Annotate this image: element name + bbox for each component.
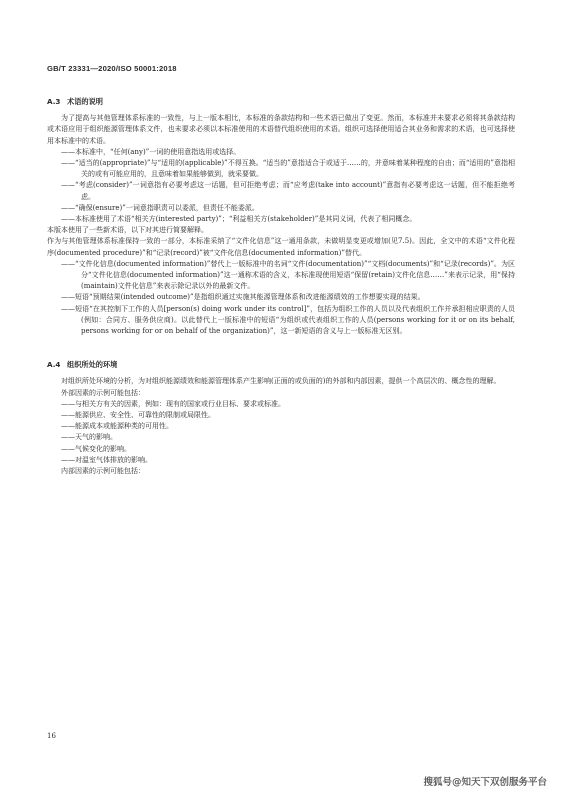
watermark: 搜狐号@知天下双创服务平台 [423,777,547,788]
paragraph: 为了提高与其他管理体系标准的一致性，与上一版本相比，本标准的条款结构和一些术语已做出了变更。然而，本标准并未要求必须将其条款结构或术语应用于组织能源管理体系文件，也未要求必须以本标准使用的术语替代组织使用的术语。组织可选择使用适合其业务和需求的术语，也可选择使用本标准中的术语。 [47,114,515,145]
paragraph: 内部因素的示例可能包括： [61,467,145,476]
list-item: ——气候变化的影响。 [61,444,131,453]
document-body [47,96,515,477]
list-item: ——能源成本或能源种类的可用性。 [61,422,173,431]
paragraph: 外部因素的示例可能包括： [61,388,145,397]
list-item: ——与相关方有关的因素，例如：现有的国家或行业目标、要求或标准。 [61,399,285,408]
list-item: ——本标准使用了术语“相关方(interested party)”；“利益相关方(stakeholder)”是其同义词，代表了相同概念。 [61,215,417,224]
section-title [47,359,515,370]
paragraph: 作为与其他管理体系标准保持一致的一部分，本标准采纳了“文件化信息”这一通用条款，未做明显变更或增加(见7.5)。因此，全文中的术语“文件化程序(documented procedure)”和“记录(record)”被“文件化信息(documented information)”替代。 [47,237,515,257]
section-blocks [47,376,515,477]
list-item: ——“适当的(appropriate)”与“适用的(applicable)”不得互换。“适当的”意指适合于或适于……的，并意味着某种程度的自由；而“适用的”意指相关的或有可能应用的，且意味着如果能够做到，就采要做。 [61,159,516,179]
section-heading: 组织所处的环境 [67,360,118,370]
section-number: A.4 [47,360,61,370]
section-blocks [47,113,515,337]
section-a4 [47,359,515,477]
section-a3 [47,96,515,337]
list-item: ——“文件化信息(documented information)”替代上一版标准中的名词“文件(documentation)”“文档(documents)”和“记录(records)”。为区分“文件化信息(documented information)”这一通称术语的含义，本标准现使用短语“保留(retain)文件化信息……”来表示记录，用“保持(maintain)文件化信息”来表示除记录以外的最新文件。 [61,259,515,291]
paragraph: 本版本使用了一些新术语，以下对其进行简要解释。 [47,226,208,235]
list-item: ——“确保(ensure)”一词意指职责可以委派，但责任不能委派。 [61,203,259,212]
list-item: ——对温室气体排放的影响。 [61,455,152,464]
list-item: ——“考虑(consider)”一词意指有必要考虑这一话题，但可拒绝考虑；而“应考虑(take into account)”意指有必要考虑这一话题，但不能拒绝考虑。 [61,181,515,201]
list-item: ——能源供应、安全性、可靠性的限制或局限性。 [61,411,215,420]
section-heading: 术语的说明 [67,97,103,106]
page-number: 16 [47,732,56,740]
list-item: ——短语“在其控制下工作的人员[person(s) doing work under its control]”，包括为组织工作的人员以及代表组织工作并承担相应职责的人员(例如：合同方、服务供应商)。以此替代上一版标准中的短语“为组织或代表组织工作的人员(persons working for it or on its behalf, persons working for or on behalf of the organization)”，这一新短语的含义与上一版标准无区别。 [61,304,515,336]
list-item: ——天气的影响。 [61,433,117,442]
list-item: ——短语“预期结果(intended outcome)”是指组织通过实施其能源管理体系和改进能源绩效的工作想要实现的结果。 [61,293,425,302]
paragraph: 对组织所处环境的分析，为对组织能源绩效和能源管理体系产生影响(正面的或负面的)的外部和内部因素，提供一个高层次的、概念性的理解。 [61,377,501,386]
list-item: ——本标准中，“任何(any)”一词的使用意指选用或选择。 [61,147,241,156]
section-title [47,96,515,107]
standard-number-header: GB/T 23331—2020/ISO 50001:2018 [47,64,177,73]
section-number: A.3 [47,97,61,106]
